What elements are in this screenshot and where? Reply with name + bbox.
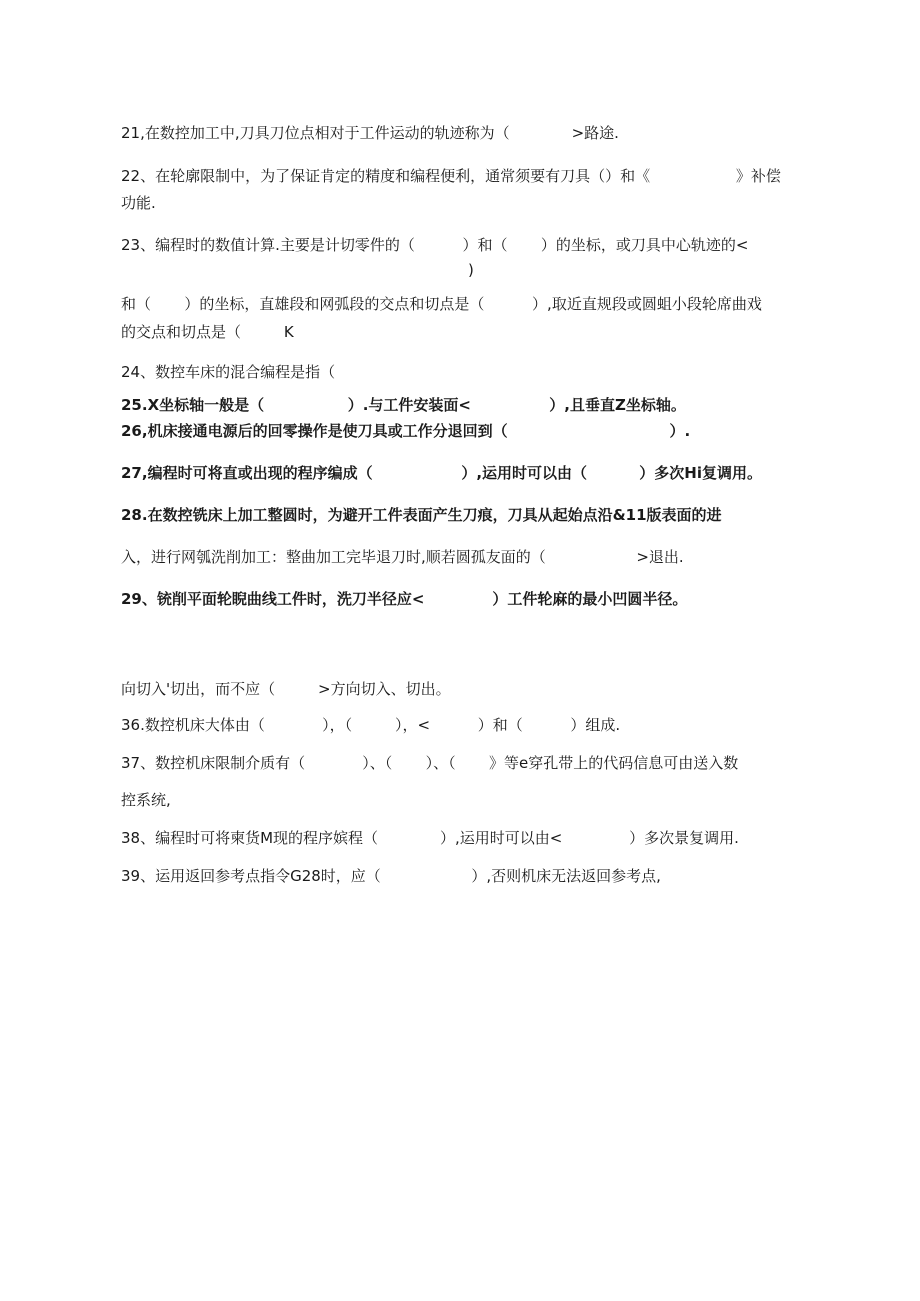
- question-23-continuation: 和（ ）的坐标，直雄段和网弧段的交点和切点是（ ）,取近直规段或圆蛆小段轮席曲戏: [121, 295, 762, 313]
- question-36: 36.数控机床大体由（ ），（ ），< ）和（ ）组成.: [121, 716, 621, 734]
- question-23: 23、编程时的数值计算.主要是计切零件的（ ）和（ ）的坐标，或刀具中心轨迹的<: [121, 236, 749, 254]
- question-38: 38、编程时可将柬货M现的程序嫔程（ ）,运用时可以由< ）多次景复调用.: [121, 829, 739, 847]
- question-fragment: 向切入'切出，而不应（ >方向切入、切出。: [121, 680, 451, 698]
- question-28-continuation: 入，进行网瓠洗削加工：整曲加工完毕退刀时,顺若圆孤友面的（ >退出.: [121, 548, 684, 566]
- question-27: 27,编程时可将直或出现的程序编成（ ）,运用时可以由（ ）多次Hi复调用。: [121, 464, 762, 482]
- question-29: 29、铳削平面轮睨曲线工件时，洗刀半径应< ）工件轮麻的最小凹圆半径。: [121, 590, 688, 608]
- question-26: 26,机床接通电源后的回零操作是使刀具或工作分退回到（ ）.: [121, 422, 691, 440]
- question-23-end: 的交点和切点是（ K: [121, 323, 294, 341]
- question-25: 25.X坐标轴一般是（ ）.与工件安装面< ）,且垂直Z坐标轴。: [121, 396, 686, 414]
- question-21: 21,在数控加工中,刀具刀位点相对于工件运动的轨迹称为（ >路途.: [121, 124, 619, 142]
- question-23-bracket: ): [468, 261, 474, 279]
- question-22: 22、在轮廓限制中，为了保证肯定的精度和编程便利，通常须要有刀具（）和《 》补偿: [121, 167, 781, 185]
- question-37-continuation: 控系统,: [121, 791, 171, 809]
- question-37: 37、数控机床限制介质有（ ）、（ ）、（ 》等e穿孔带上的代码信息可由送入数: [121, 754, 739, 772]
- question-22-continuation: 功能.: [121, 194, 156, 212]
- question-28: 28.在数控铣床上加工整圆时，为避开工件表面产生刀痕，刀具从起始点沿&11版表面的进: [121, 506, 722, 524]
- question-24: 24、数控车床的混合编程是指（: [121, 363, 336, 381]
- question-39: 39、运用返回参考点指令G28时，应（ ）,否则机床无法返回参考点,: [121, 867, 661, 885]
